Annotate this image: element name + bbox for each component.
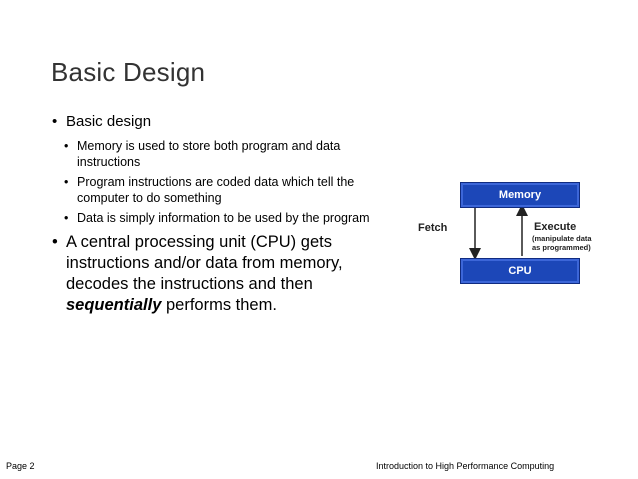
sub-bullet-data <box>64 210 402 226</box>
execute-label: Execute <box>534 221 577 233</box>
execute-note-line2: as programmed) <box>532 243 591 252</box>
content-area <box>52 112 402 322</box>
sub-bullet-text: Data is simply information to be used by the program <box>77 211 370 225</box>
fetch-execute-diagram <box>416 176 612 294</box>
bullet-emphasis: sequentially <box>66 296 162 314</box>
slide-title: Basic Design <box>51 57 206 87</box>
sub-bullet-text: Program instructions are coded data which tell the computer to do something <box>77 175 355 205</box>
sub-bullet-program-instructions <box>64 174 402 206</box>
sub-bullet-memory <box>64 138 402 170</box>
cpu-box: CPU <box>460 258 580 284</box>
bullet-text-part1: A central processing unit (CPU) gets instructions and/or data from memory, decodes the instructions and then <box>66 233 343 293</box>
execute-note-line1: (manipulate data <box>532 234 592 243</box>
memory-box: Memory <box>460 182 580 208</box>
fetch-label: Fetch <box>418 222 448 234</box>
page-number: Page 2 <box>6 461 35 471</box>
footer-course-title: Introduction to High Performance Computing <box>376 461 555 471</box>
bullet-text: Basic design <box>66 113 152 130</box>
sub-bullet-list <box>64 138 402 226</box>
execute-note <box>532 234 592 252</box>
bullet-basic-design <box>52 112 402 132</box>
bullet-text-part2: performs them. <box>165 296 277 314</box>
sub-bullet-text: Memory is used to store both program and data instructions <box>77 139 341 169</box>
bullet-cpu <box>52 232 402 316</box>
